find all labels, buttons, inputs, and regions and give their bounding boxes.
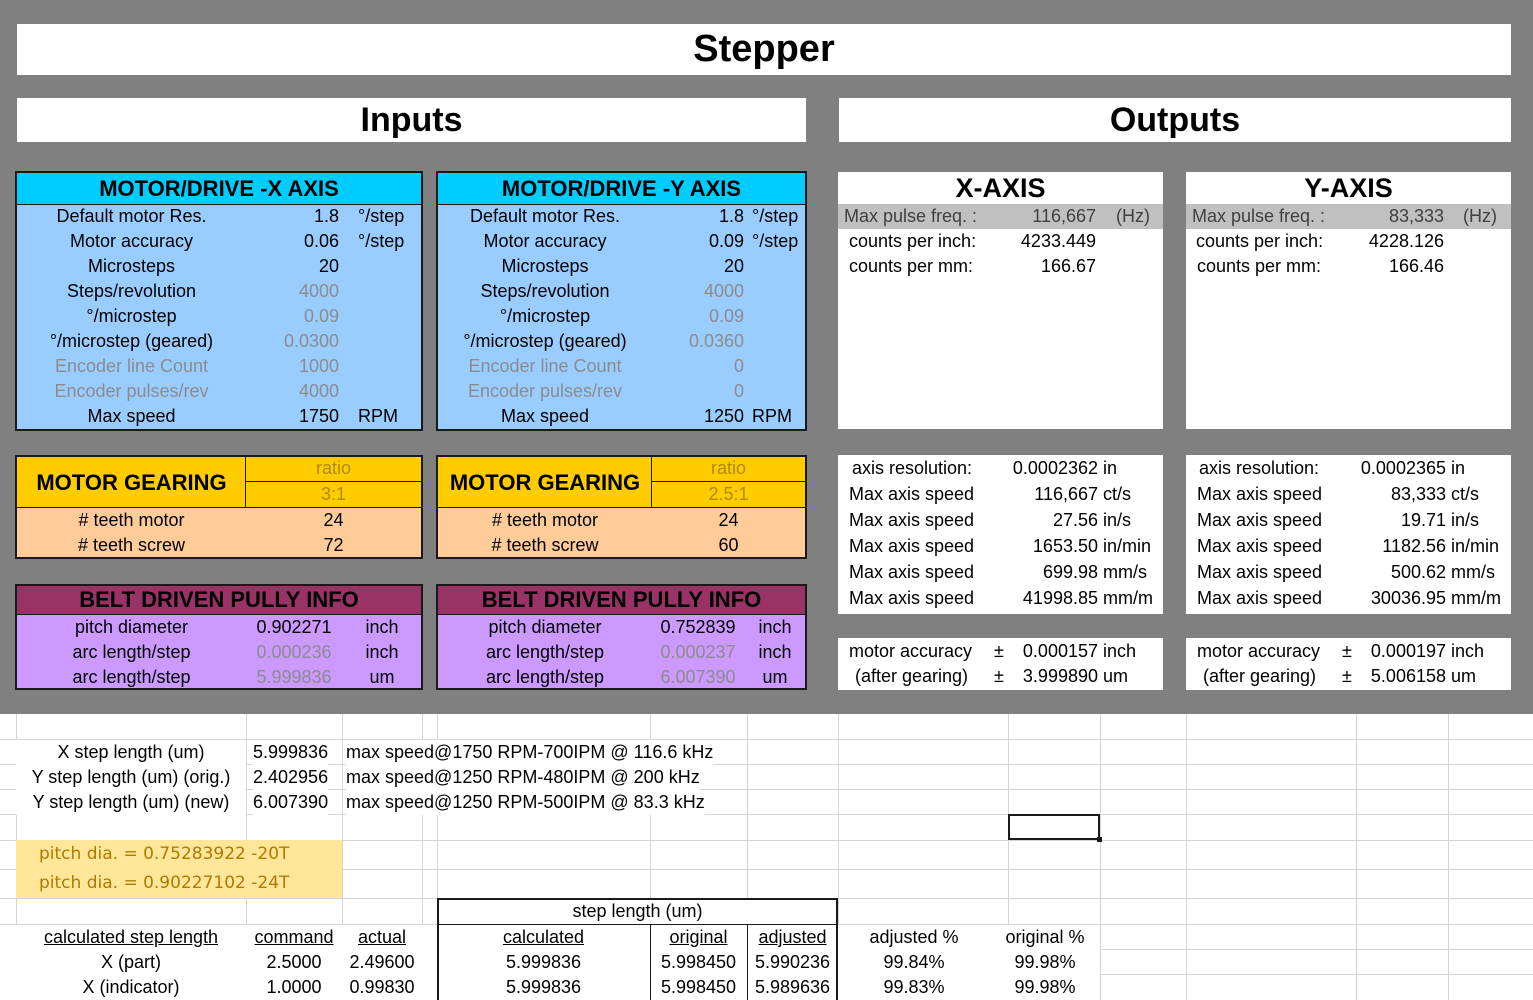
out-x-speed-value: 116,667	[1034, 484, 1098, 504]
step-note-value[interactable]: 5.999836	[253, 740, 328, 765]
out-y-cpm-value: 166.46	[1388, 256, 1444, 276]
out-y-acc-label: motor accuracy	[1197, 641, 1321, 661]
out-y-speed-label: Max axis speed	[1197, 484, 1323, 504]
pulley-x-row-label: arc length/step	[72, 667, 191, 687]
pm-symbol: ±	[994, 641, 1004, 661]
gearing-x-ratio: 3:1	[320, 484, 347, 504]
calc-cell[interactable]: 2.49600	[349, 952, 415, 972]
out-y-speed-unit: mm/s	[1451, 562, 1495, 582]
out-x-cpm-label: counts per mm:	[849, 256, 974, 276]
out-x-speed-label: Max axis speed	[849, 510, 975, 530]
motor-x-row-label: °/microstep (geared)	[49, 331, 214, 351]
pulley-x-row-value: 0.000236	[256, 642, 332, 662]
calc-cell[interactable]: 0.99830	[349, 977, 415, 997]
out-x-speed-unit: mm/s	[1103, 562, 1147, 582]
motor-y-row-value[interactable]: 1.8	[718, 206, 744, 226]
motor-y-row-value[interactable]: 20	[723, 256, 744, 276]
pulley-x-row-value: 5.999836	[256, 667, 332, 687]
selected-cell[interactable]	[1008, 814, 1100, 840]
out-x-speed-unit: mm/m	[1103, 588, 1153, 608]
motor-x-row-label: Max speed	[87, 406, 176, 426]
motor-x-row-value[interactable]: 1750	[298, 406, 339, 426]
pulley-x-row-value[interactable]: 0.902271	[256, 617, 332, 637]
out-y-speed-label: Max axis speed	[1197, 536, 1323, 556]
gearing-y-ratio-label: ratio	[710, 458, 746, 478]
motor-y-row-unit: °/step	[752, 231, 799, 251]
pm-symbol: ±	[1342, 641, 1352, 661]
out-y-header: Y-AXIS	[1304, 172, 1393, 203]
motor-y-row-value[interactable]: 0.09	[708, 231, 744, 251]
out-x-speed-unit: in/min	[1103, 536, 1152, 556]
out-y-res-label: axis resolution:	[1199, 458, 1320, 478]
out-x-speed-label: Max axis speed	[849, 562, 975, 582]
motor-y-row-label: Encoder pulses/rev	[467, 381, 623, 401]
motor-x-row-value: 4000	[298, 381, 339, 401]
out-y-speed-label: Max axis speed	[1197, 562, 1323, 582]
pulley-y-row-value: 6.007390	[660, 667, 736, 687]
motor-y-row-label: °/microstep	[499, 306, 591, 326]
gearing-x-ratio-label: ratio	[315, 458, 351, 478]
out-x-acc-unit-geared: um	[1103, 666, 1129, 686]
motor-y-row-value: 0	[733, 381, 744, 401]
gearing-x-motor-label: # teeth motor	[78, 510, 185, 530]
motor-y-row-label: Encoder line Count	[468, 356, 622, 376]
out-y-acc-value-geared: 5.006158	[1370, 666, 1446, 686]
pulley-y-row-unit: um	[762, 667, 788, 687]
inputs-title: Inputs	[17, 98, 806, 142]
step-length-group-header: step length (um)	[572, 901, 703, 921]
page-title: Stepper	[17, 24, 1511, 75]
motor-y-row-value: 4000	[703, 281, 744, 301]
out-y-cpi-label: counts per inch:	[1196, 231, 1324, 251]
grid-line	[1186, 714, 1187, 1000]
calc-cell[interactable]: 2.5000	[266, 952, 322, 972]
pulley-y-row-unit: inch	[758, 617, 792, 637]
calc-cell[interactable]: X (part)	[100, 952, 161, 972]
out-y-speed-label: Max axis speed	[1197, 510, 1323, 530]
motor-x-row-label: Microsteps	[87, 256, 176, 276]
gearing-y-motor-teeth[interactable]: 24	[718, 510, 739, 530]
out-y-pulse-label: Max pulse freq. :	[1192, 206, 1326, 226]
out-x-header: X-AXIS	[955, 172, 1046, 203]
out-x-pulse-unit: (Hz)	[1116, 206, 1150, 226]
step-note-value[interactable]: 2.402956	[253, 765, 328, 790]
gearing-x-screw-teeth[interactable]: 72	[323, 535, 344, 555]
pulley-y-row-value: 0.000237	[660, 642, 736, 662]
calc-cell[interactable]: 5.998450	[660, 977, 737, 997]
calc-cell[interactable]: 5.998450	[660, 952, 737, 972]
motor-y-row-label: Motor accuracy	[483, 231, 607, 251]
motor-x-row-label: Encoder pulses/rev	[54, 381, 209, 401]
out-y-pulse-unit: (Hz)	[1463, 206, 1497, 226]
calc-header: adjusted	[758, 927, 827, 947]
out-y-res-value: 0.0002365	[1360, 458, 1446, 478]
gearing-y-screw-label: # teeth screw	[491, 535, 599, 555]
pulley-x-row-label: arc length/step	[72, 642, 191, 662]
motor-y-row-value: 0	[733, 356, 744, 376]
pulley-x-row-unit: inch	[365, 617, 399, 637]
out-x-speed-unit: ct/s	[1103, 484, 1132, 504]
calc-cell[interactable]: 99.98%	[1014, 977, 1076, 997]
grid-line	[1356, 714, 1357, 1000]
motor-x-row-label: Steps/revolution	[66, 281, 197, 301]
calc-cell[interactable]: 5.990236	[754, 952, 831, 972]
motor-x-row-unit: °/step	[358, 231, 405, 251]
out-x-speed-unit: in/s	[1103, 510, 1132, 530]
step-note-text[interactable]: max speed@1750 RPM-700IPM @ 116.6 kHz	[346, 740, 713, 765]
step-note-text[interactable]: max speed@1250 RPM-500IPM @ 83.3 kHz	[346, 790, 705, 815]
gearing-y-motor-label: # teeth motor	[491, 510, 599, 530]
calc-header: command	[254, 927, 334, 947]
out-x-cpi-label: counts per inch:	[849, 231, 977, 251]
calc-cell[interactable]: 99.84%	[883, 952, 945, 972]
out-x-pulse-label: Max pulse freq. :	[844, 206, 978, 226]
motor-x-row-value[interactable]: 0.06	[303, 231, 339, 251]
calc-cell[interactable]: 99.83%	[883, 977, 945, 997]
gearing-x-screw-label: # teeth screw	[77, 535, 186, 555]
pulley-x-row-unit: um	[369, 667, 395, 687]
out-y-acc-value: 0.000197	[1370, 641, 1446, 661]
pm-symbol: ±	[994, 666, 1004, 686]
out-x-acc-label-geared: (after gearing)	[855, 666, 969, 686]
motor-y-row-value: 0.0360	[688, 331, 744, 351]
motor-y-row-label: °/microstep (geared)	[463, 331, 627, 351]
out-y-speed-value: 1182.56	[1382, 536, 1446, 556]
out-y-speed-value: 83,333	[1390, 484, 1446, 504]
out-x-acc-value: 0.000157	[1022, 641, 1098, 661]
out-y-speed-value: 19.71	[1400, 510, 1446, 530]
gearing-y-ratio: 2.5:1	[708, 484, 749, 504]
pulley-x-row-unit: inch	[365, 642, 399, 662]
out-x-res-value: 0.0002362	[1012, 458, 1098, 478]
calc-header: original	[669, 927, 728, 947]
calc-cell[interactable]: 99.98%	[1014, 952, 1076, 972]
motor-x-row-label: Encoder line Count	[54, 356, 209, 376]
out-y-speed-label: Max axis speed	[1197, 588, 1323, 608]
gearing-y-screw-teeth[interactable]: 60	[718, 535, 739, 555]
out-x-speed-label: Max axis speed	[849, 484, 975, 504]
out-x-res-unit: in	[1103, 458, 1118, 478]
gearing-x-header: MOTOR GEARING	[36, 469, 227, 495]
pm-symbol: ±	[1342, 666, 1352, 686]
motor-x-row-value[interactable]: 1.8	[313, 206, 339, 226]
step-note-value[interactable]: 6.007390	[253, 790, 328, 815]
out-y-speed-unit: mm/m	[1451, 588, 1501, 608]
step-note-label[interactable]: X step length (um)	[16, 740, 246, 765]
motor-y-row-label: Microsteps	[501, 256, 589, 276]
out-y-speed-value: 500.62	[1390, 562, 1446, 582]
step-note-label[interactable]: Y step length (um) (new)	[16, 790, 246, 815]
out-x-res-label: axis resolution:	[852, 458, 973, 478]
calc-cell[interactable]: 5.999836	[505, 977, 582, 997]
motor-x-row-value: 0.09	[303, 306, 339, 326]
motor-x-row-value: 0.0300	[283, 331, 339, 351]
pulley-x-header: BELT DRIVEN PULLY INFO	[17, 586, 421, 615]
calc-header: adjusted %	[869, 927, 959, 947]
pulley-y-row-unit: inch	[758, 642, 792, 662]
pulley-y-row-label: pitch diameter	[488, 617, 602, 637]
out-x-acc-label: motor accuracy	[849, 641, 973, 661]
out-x-speed-label: Max axis speed	[849, 536, 975, 556]
motor-x-row-label: °/microstep	[86, 306, 177, 326]
motor-x-row-unit: RPM	[358, 406, 398, 426]
pulley-x-row-label: pitch diameter	[74, 617, 189, 637]
outputs-title: Outputs	[839, 98, 1511, 142]
calc-header: calculated step length	[43, 927, 219, 947]
motor-x-row-label: Default motor Res.	[56, 206, 207, 226]
pulley-y-row-label: arc length/step	[485, 642, 605, 662]
out-y-speed-value: 30036.95	[1370, 588, 1446, 608]
out-x-cpm-value: 166.67	[1040, 256, 1096, 276]
out-y-acc-label-geared: (after gearing)	[1203, 666, 1317, 686]
out-y-res-unit: in	[1451, 458, 1466, 478]
out-x-speed-label: Max axis speed	[849, 588, 975, 608]
calc-header: actual	[357, 927, 407, 947]
motor-y-row-label: Steps/revolution	[480, 281, 610, 301]
motor-x-row-value: 4000	[298, 281, 339, 301]
calc-header: original %	[1005, 927, 1085, 947]
calc-cell[interactable]: 5.989636	[754, 977, 831, 997]
calc-header: calculated	[502, 927, 585, 947]
step-note-text[interactable]: max speed@1250 RPM-480IPM @ 200 kHz	[346, 765, 700, 790]
motor-y-row-unit: °/step	[752, 206, 799, 226]
out-y-acc-unit-geared: um	[1451, 666, 1477, 686]
out-y-cpi-value: 4228.126	[1368, 231, 1444, 251]
calc-cell[interactable]: X (indicator)	[82, 977, 180, 997]
motor-x-row-label: Motor accuracy	[69, 231, 194, 251]
gearing-x-motor-teeth[interactable]: 24	[323, 510, 344, 530]
motor-x-row-value: 1000	[298, 356, 339, 376]
motor-x-header: MOTOR/DRIVE -X AXIS	[17, 173, 421, 205]
motor-y-row-value[interactable]: 1250	[703, 406, 744, 426]
motor-y-row-unit: RPM	[752, 406, 792, 426]
motor-y-row-label: Default motor Res.	[469, 206, 621, 226]
out-y-pulse-value: 83,333	[1388, 206, 1444, 226]
out-x-acc-value-geared: 3.999890	[1022, 666, 1098, 686]
pulley-y-row-value[interactable]: 0.752839	[660, 617, 736, 637]
motor-x-row-value[interactable]: 20	[318, 256, 339, 276]
calc-cell[interactable]: 5.999836	[505, 952, 582, 972]
step-note-label[interactable]: Y step length (um) (orig.)	[16, 765, 246, 790]
motor-y-row-value: 0.09	[708, 306, 744, 326]
gearing-y-header: MOTOR GEARING	[449, 469, 641, 495]
motor-x-row-unit: °/step	[358, 206, 405, 226]
pitch-note[interactable]: pitch dia. = 0.75283922 -20T	[39, 844, 290, 864]
pitch-note[interactable]: pitch dia. = 0.90227102 -24T	[39, 873, 290, 893]
out-y-acc-unit: inch	[1451, 641, 1485, 661]
out-x-acc-unit: inch	[1103, 641, 1137, 661]
out-y-cpm-label: counts per mm:	[1197, 256, 1322, 276]
fill-handle[interactable]	[1097, 837, 1102, 842]
out-y-speed-unit: in/min	[1451, 536, 1500, 556]
out-x-cpi-value: 4233.449	[1020, 231, 1096, 251]
motor-y-row-label: Max speed	[500, 406, 590, 426]
out-x-speed-value: 699.98	[1042, 562, 1098, 582]
out-x-speed-value: 27.56	[1052, 510, 1098, 530]
out-y-speed-unit: ct/s	[1451, 484, 1480, 504]
out-x-speed-value: 1653.50	[1032, 536, 1098, 556]
out-y-speed-unit: in/s	[1451, 510, 1480, 530]
grid-line	[1448, 714, 1449, 1000]
pulley-y-row-label: arc length/step	[485, 667, 605, 687]
out-x-speed-value: 41998.85	[1022, 588, 1098, 608]
calc-cell[interactable]: 1.0000	[266, 977, 322, 997]
motor-y-header: MOTOR/DRIVE -Y AXIS	[438, 173, 805, 205]
out-x-pulse-value: 116,667	[1032, 206, 1096, 226]
grid-line	[1100, 714, 1101, 1000]
pulley-y-header: BELT DRIVEN PULLY INFO	[438, 586, 805, 615]
